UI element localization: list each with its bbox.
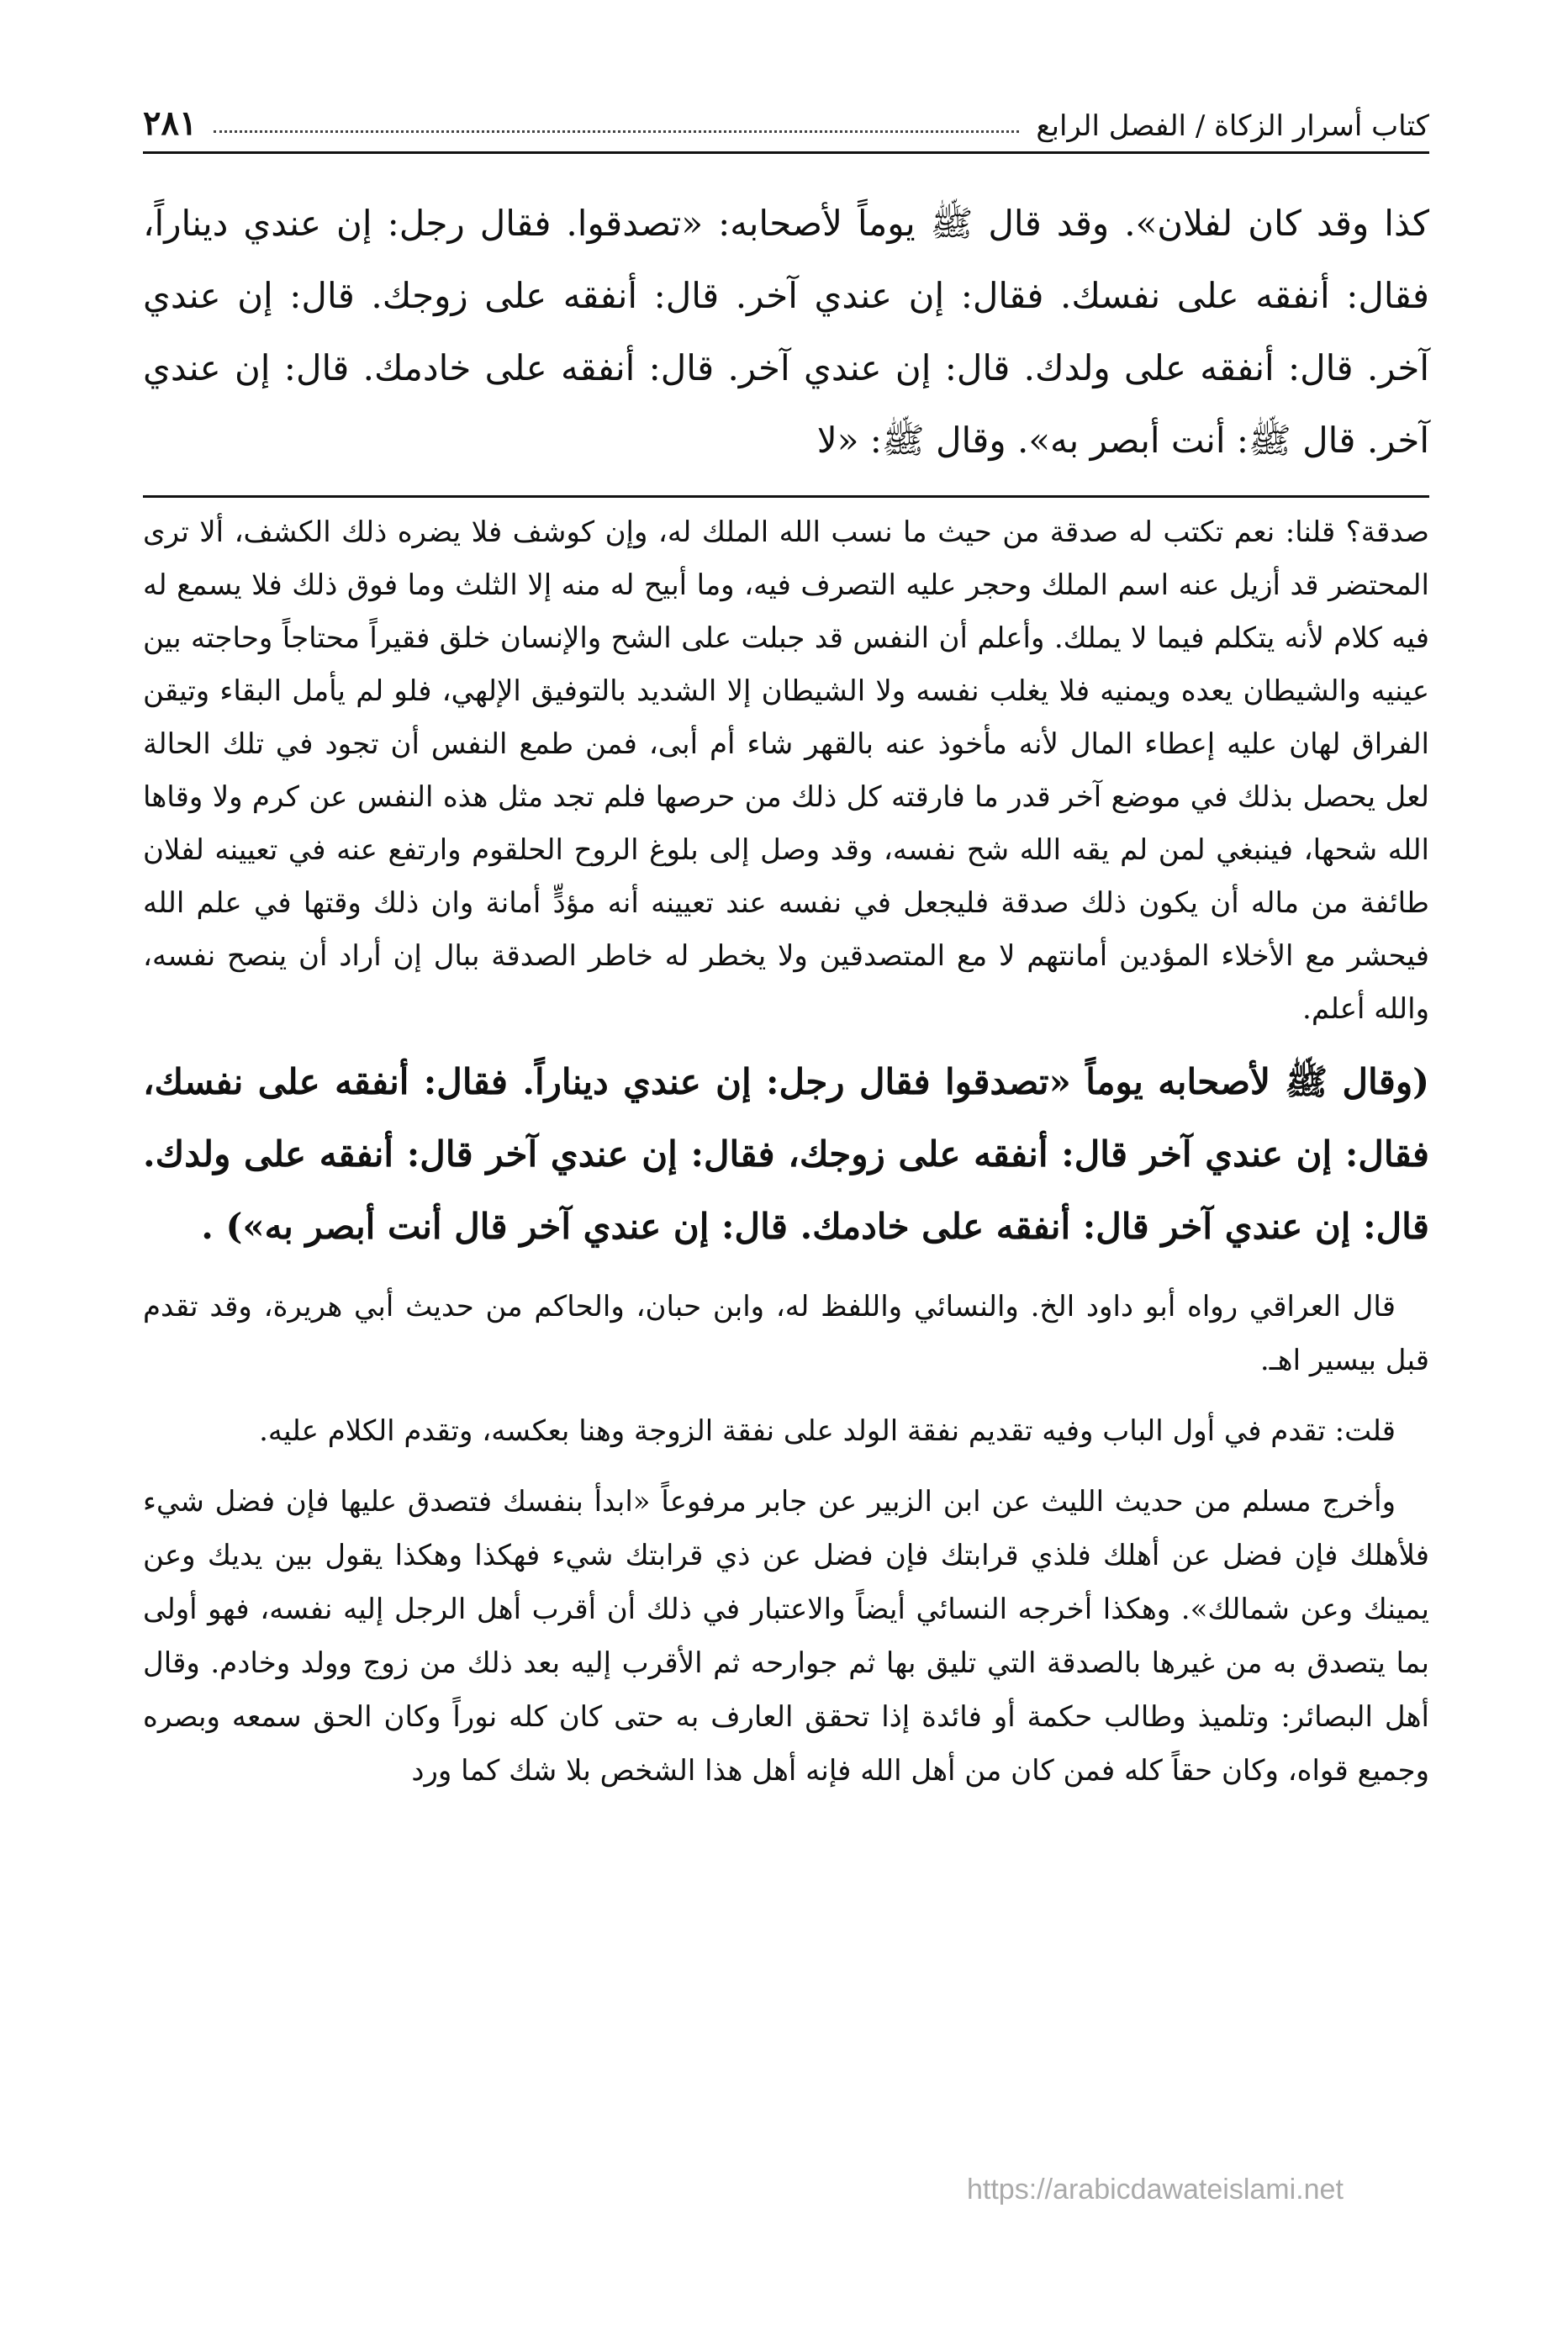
watermark-url: https://arabicdawateislami.net — [967, 2174, 1344, 2206]
page-number: ٢٨١ — [143, 103, 198, 143]
page-header — [143, 84, 1429, 154]
dotted-leader — [214, 130, 1019, 133]
footnote-separator — [143, 495, 1429, 498]
commentary-paragraph-2: قلت: تقدم في أول الباب وفيه تقديم نفقة الولد على نفقة الزوجة وهنا بعكسه، وتقدم الكلام عليه. — [259, 1414, 1396, 1448]
main-text: كذا وقد كان لفلان». وقد قال ﷺ يوماً لأصحابه: «تصدقوا. فقال رجل: إن عندي ديناراً، فقال: أنفقه على نفسك. فقال: إن عندي آخر. قال: أنفقه على زوجك. قال: إن عندي آخر. قال: أنفقه على ولدك. قال: إن عندي آخر. قال: أنفقه على خادمك. قال: إن عندي آخر. قال ﷺ: أنت أبصر به». وقال ﷺ: «لا — [143, 203, 1429, 461]
book-page — [143, 84, 1429, 1798]
running-title: كتاب أسرار الزكاة / الفصل الرابع — [1036, 109, 1429, 143]
bold-hadith-quote: (وقال ﷺ لأصحابه يوماً «تصدقوا فقال رجل: إن عندي ديناراً. فقال: أنفقه على نفسك، فقال: إن عندي آخر قال: أنفقه على زوجك، فقال: إن عندي آخر قال: أنفقه على ولدك. قال: إن عندي آخر قال: أنفقه على خادمك. قال: إن عندي آخر قال أنت أبصر به») . — [143, 1061, 1429, 1247]
footnote-text: صدقة؟ قلنا: نعم تكتب له صدقة من حيث ما نسب الله الملك له، وإن كوشف فلا يضره ذلك الكشف، ألا ترى المحتضر قد أزيل عنه اسم الملك وحجر عليه التصرف فيه، وما أبيح له منه إلا الثلث وما فوق ذلك فلا يسمع له فيه كلام لأنه يتكلم فيما لا يملك. وأعلم أن النفس قد جبلت على الشح والإنسان خلق فقيراً محتاجاً وحاجته بين عينيه والشيطان يعده ويمنيه فلا يغلب نفسه ولا الشيطان إلا الشديد بالتوفيق الإلهي، فلو لم يأمل البقاء وتيقن الفراق لهان عليه إعطاء المال لأنه مأخوذ عنه بالقهر شاء أم أبى، فمن طمع النفس أن تجود في تلك الحالة لعل يحصل بذلك في موضع آخر قدر ما فارقته كل ذلك من حرصها فلم تجد مثل هذه النفس عن كرم ولا وقاها الله شحها، فينبغي لمن لم يقه الله شح نفسه، وقد وصل إلى بلوغ الروح الحلقوم وارتفع عنه في تعيينه لفلان طائفة من ماله أن يكون ذلك صدقة فليجعل في نفسه عند تعيينه أنه مؤدٍّ أمانة وان ذلك وقتها في علم الله فيحشر مع الأخلاء المؤدين أمانتهم لا مع المتصدقين ولا يخطر له خاطر الصدقة ببال إن أراد أن ينصح نفسه، والله أعلم. — [143, 515, 1429, 1026]
commentary-paragraph-1: قال العراقي رواه أبو داود الخ. والنسائي واللفظ له، وابن حبان، والحاكم من حديث أبي هريرة، وقد تقدم قبل بيسير اهـ. — [143, 1290, 1429, 1377]
commentary-paragraph-3: وأخرج مسلم من حديث الليث عن ابن الزبير عن جابر مرفوعاً «ابدأ بنفسك فتصدق عليها فإن فضل شيء فلأهلك فإن فضل عن أهلك فلذي قرابتك فإن فضل عن ذي قرابتك شيء فهكذا وهكذا يقول بين يديك وعن يمينك وعن شمالك». وهكذا أخرجه النسائي أيضاً والاعتبار في ذلك أن أقرب أهل الرجل إليه نفسه، فهو أولى بما يتصدق به من غيرها بالصدقة التي تليق بها ثم جوارحه ثم الأقرب إليه بعد ذلك من زوج وولد وخادم. وقال أهل البصائر: وتلميذ وطالب حكمة أو فائدة إذا تحقق العارف به حتى كان كله نوراً وكان الحق سمعه وبصره وجميع قواه، وكان حقاً كله فمن كان من أهل الله فإنه أهل هذا الشخص بلا شك كما ورد — [143, 1485, 1429, 1788]
